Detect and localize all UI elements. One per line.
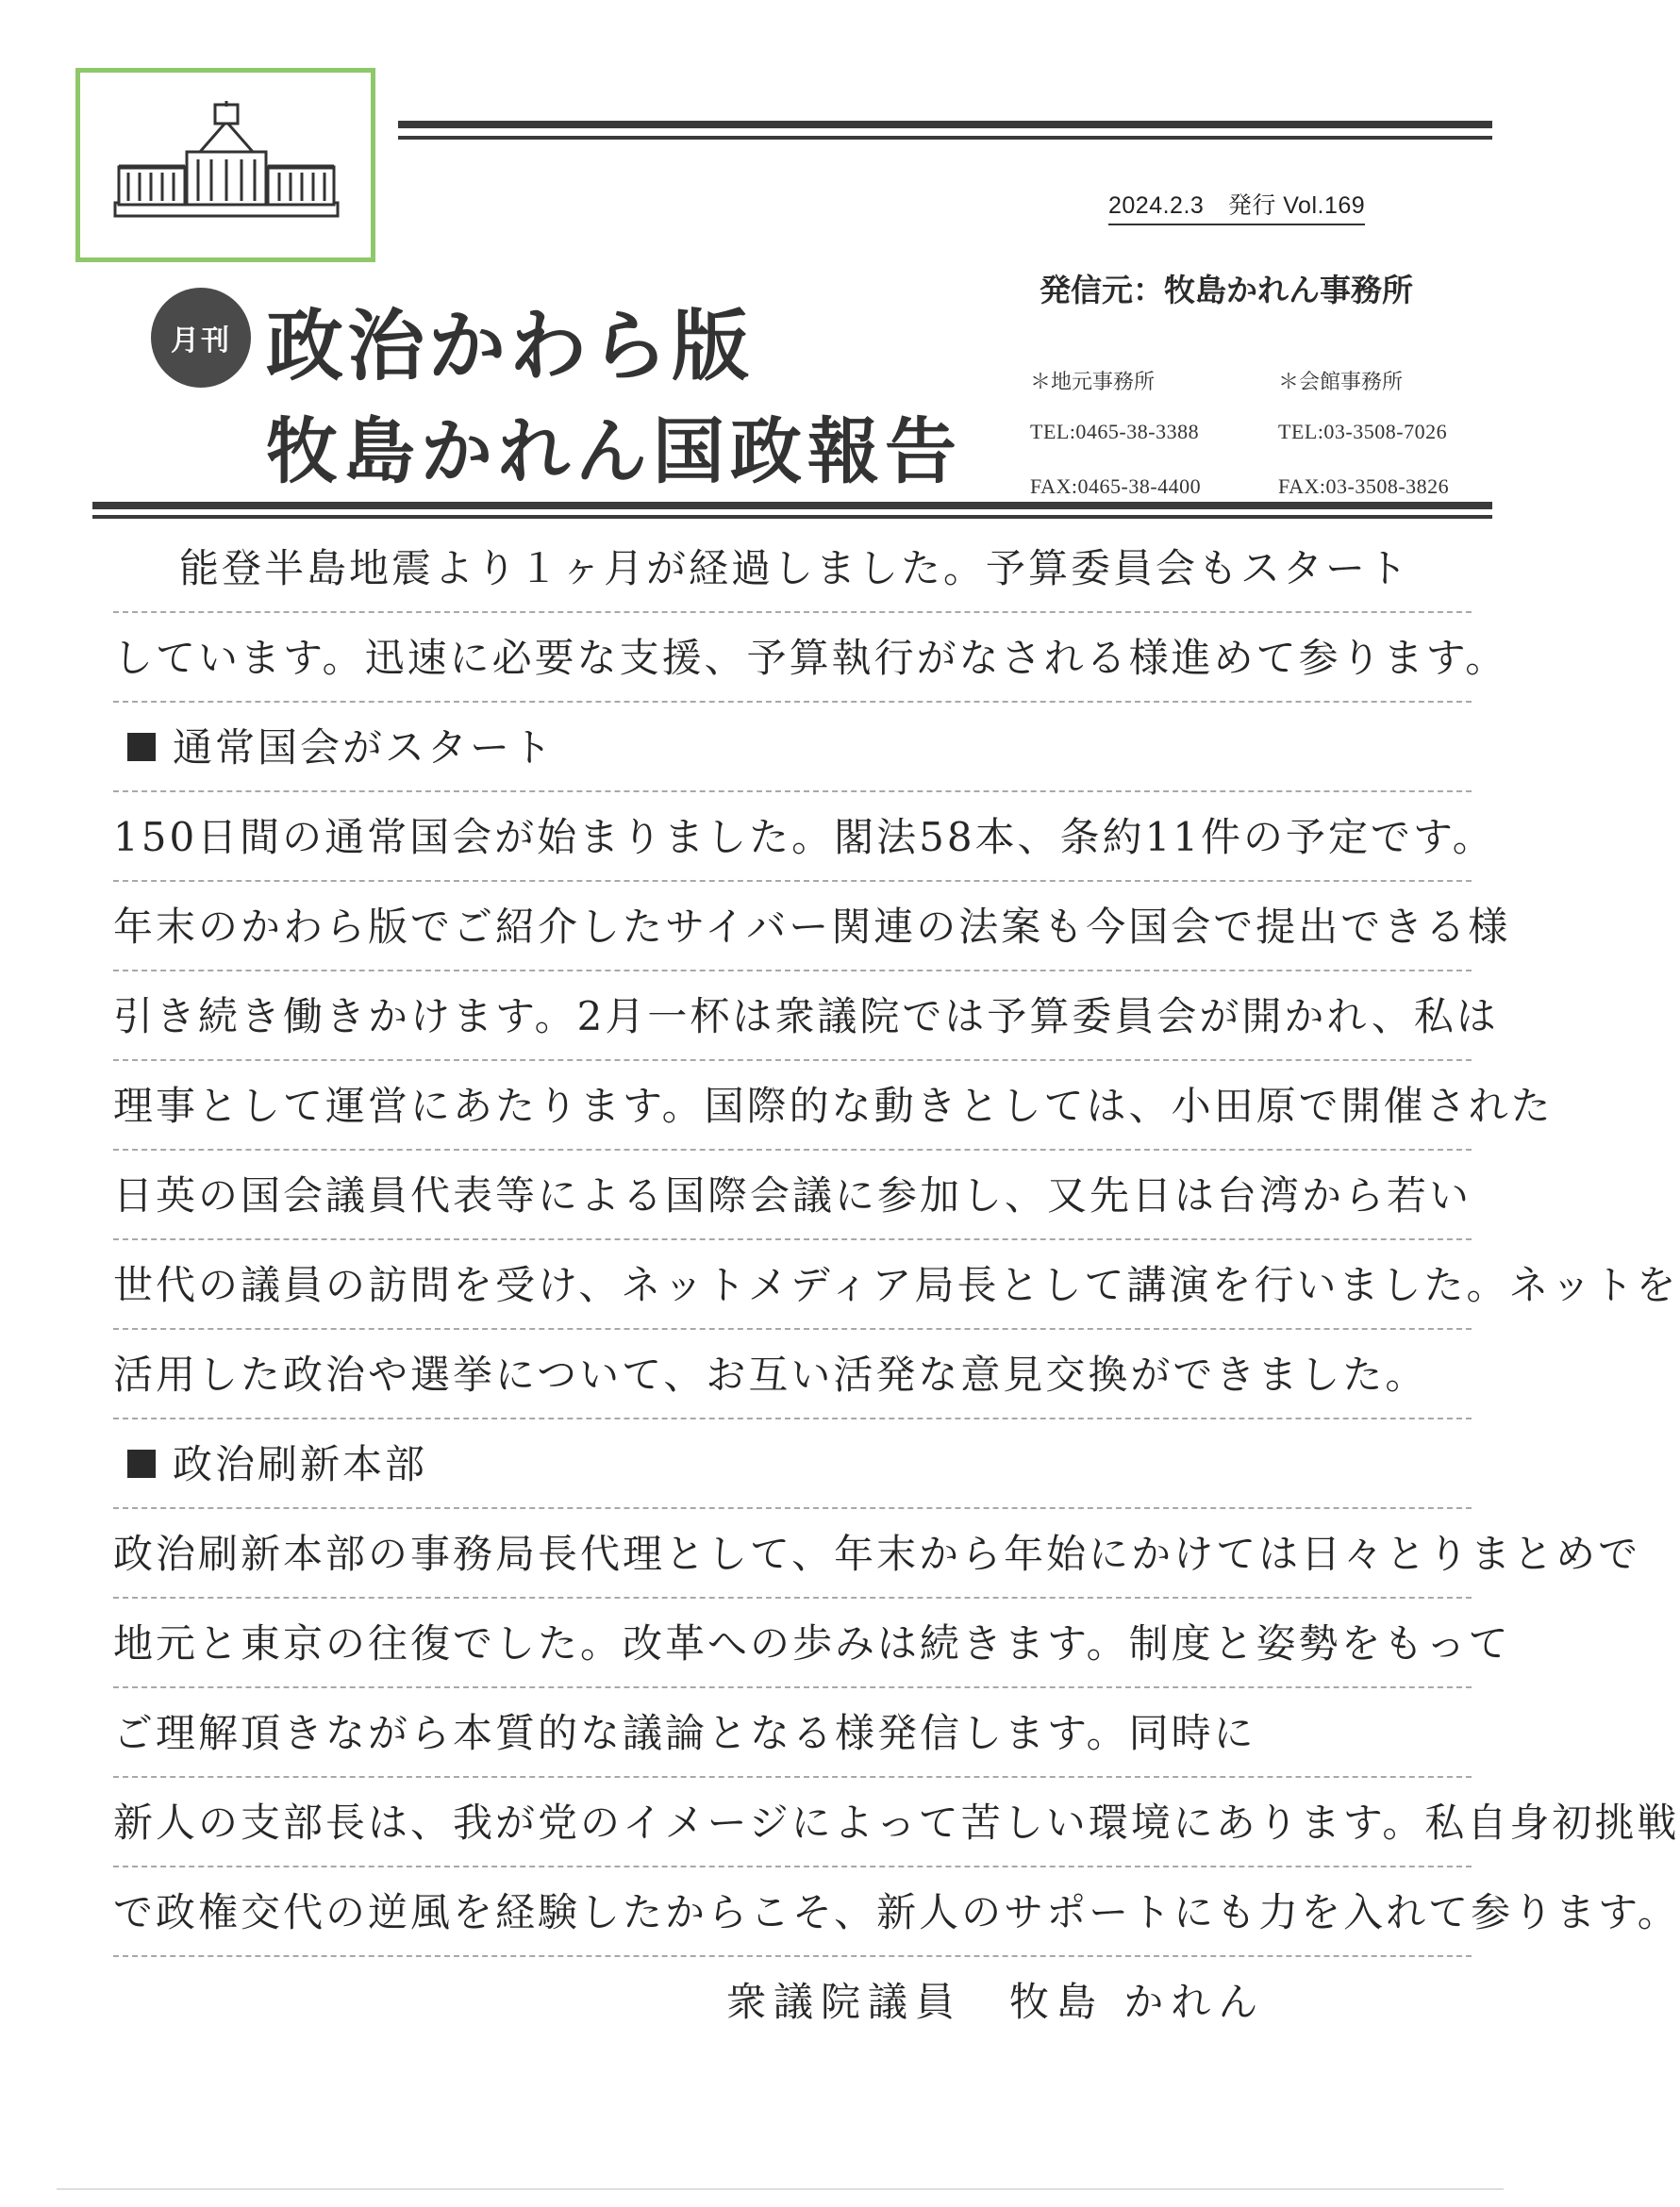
- top-rule-thin: [398, 136, 1492, 140]
- header-rule: [92, 502, 1492, 509]
- section-line: 政治刷新本部の事務局長代理として、年末から年始にかけては日々とりまとめで: [113, 1509, 1472, 1599]
- issue-date: 2024.2.3 発行 Vol.169: [1108, 187, 1365, 225]
- section-line: 理事として運営にあたります。国際的な動きとしては、小田原で開催された: [113, 1061, 1472, 1151]
- sender: 発信元：牧島かれん事務所: [1040, 272, 1413, 308]
- intro-line: しています。迅速に必要な支援、予算執行がなされる様進めて参ります。: [113, 613, 1472, 703]
- section-line: 年末のかわら版でご紹介したサイバー関連の法案も今国会で提出できる様: [113, 882, 1472, 971]
- signature: 衆議院議員 牧島 かれん: [726, 1979, 1266, 2025]
- section-heading: [113, 703, 1472, 792]
- kaikan-office-fax: FAX:03-3508-3826: [1278, 474, 1450, 498]
- page-bottom-rule: [57, 2188, 1504, 2190]
- local-office-fax: FAX:0465-38-4400: [1030, 474, 1202, 498]
- section-line: で政権交代の逆風を経験したからこそ、新人のサポートにも力を入れて参ります。: [113, 1867, 1472, 1957]
- page-title: 政治かわら版: [266, 302, 754, 391]
- section-line: 日英の国会議員代表等による国際会議に参加し、又先日は台湾から若い: [113, 1151, 1472, 1240]
- page-subtitle: 牧島かれん国政報告: [266, 409, 962, 493]
- header-rule-thin: [92, 515, 1492, 519]
- section-line: 150日間の通常国会が始まりました。閣法58本、条約11件の予定です。: [113, 792, 1472, 882]
- kaikan-office-tel: TEL:03-3508-7026: [1278, 420, 1448, 443]
- kaikan-office-heading: ＊会館事務所: [1278, 370, 1404, 393]
- section-line: 引き続き働きかけます。2月一杯は衆議院では予算委員会が開かれ、私は: [113, 971, 1472, 1061]
- section-line: 活用した政治や選挙について、お互い活発な意見交換ができました。: [113, 1330, 1472, 1419]
- square-bullet-icon: [127, 733, 156, 761]
- section-line: 世代の議員の訪問を受け、ネットメディア局長として講演を行いました。ネットを: [113, 1240, 1472, 1330]
- section-line: ご理解頂きながら本質的な議論となる様発信します。同時に: [113, 1688, 1472, 1778]
- local-office-heading: ＊地元事務所: [1030, 370, 1156, 393]
- report-body: [113, 523, 1680, 2047]
- section-heading: [113, 1419, 1472, 1509]
- square-bullet-icon: [127, 1450, 156, 1478]
- local-office-tel: TEL:0465-38-3388: [1030, 420, 1200, 443]
- intro-line: 能登半島地震より１ヶ月が経過しました。予算委員会もスタート: [113, 523, 1472, 613]
- diet-building-icon: [113, 101, 340, 233]
- monthly-badge: 月刊: [151, 288, 251, 388]
- logo-box: [75, 68, 375, 262]
- section-heading-text: 政治刷新本部: [173, 1441, 428, 1487]
- section-line: 新人の支部長は、我が党のイメージによって苦しい環境にあります。私自身初挑戦: [113, 1778, 1472, 1867]
- section-heading-text: 通常国会がスタート: [173, 724, 556, 771]
- section-line: 地元と東京の往復でした。改革への歩みは続きます。制度と姿勢をもって: [113, 1599, 1472, 1688]
- top-rule: [398, 121, 1492, 128]
